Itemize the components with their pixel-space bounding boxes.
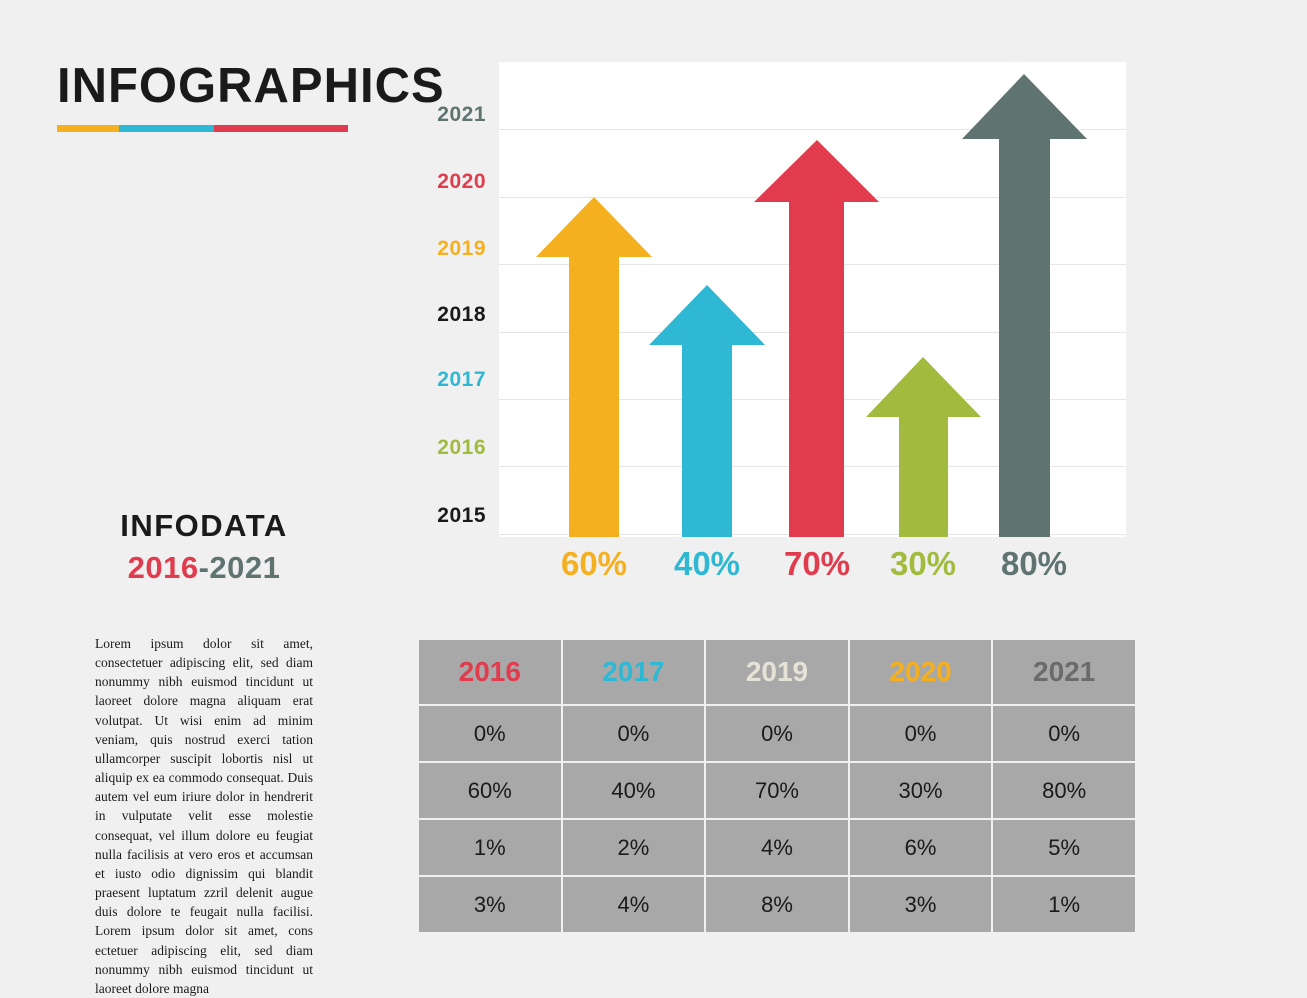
- table-cell: 4%: [705, 819, 849, 876]
- table-cell: 3%: [849, 876, 993, 933]
- infodata-year-range: [57, 550, 351, 586]
- value-label-2020: 30%: [889, 545, 957, 582]
- table-cell: 0%: [992, 705, 1136, 762]
- infodata-title: INFODATA: [120, 508, 288, 543]
- table-cell: 6%: [849, 819, 993, 876]
- body-paragraph: Lorem ipsum dolor sit amet, consectetuer adipiscing elit, sed diam nonummy nibh euismod tincidunt ut laoreet dolore magna aliquam erat volutpat. Ut wisi enim ad minim veniam, quis nostrud exerci tation ullamcorper suscipit lobortis nisl ut aliquip ex ea commodo consequat. Duis autem vel eum iriure dolor in hendrerit in vulputate velit esse molestie consequat, vel illum dolore eu feugiat nulla facilisis at vero eros et accumsan et iusto odio dignissim qui blandit praesent luptatum zzril delenit augue duis dolore te feugait nulla facilisi. Lorem ipsum dolor sit amet, cons ectetuer adipiscing elit, sed diam nonummy nibh euismod tincidunt ut laoreet dolore magna: [95, 636, 313, 996]
- table-cell: 2%: [562, 819, 706, 876]
- table-row: [418, 705, 1136, 762]
- table-header-cell: 2017: [562, 639, 706, 705]
- chart-plot-area: [499, 62, 1126, 537]
- data-table: [417, 638, 1137, 934]
- underline-segment-cyan: [119, 125, 214, 132]
- table-cell: 40%: [562, 762, 706, 819]
- arrow-bars: [499, 62, 1126, 537]
- underline-segment-red: [214, 125, 348, 132]
- table-row: [418, 876, 1136, 933]
- table-cell: 8%: [705, 876, 849, 933]
- table-cell: 4%: [562, 876, 706, 933]
- table-cell: 5%: [992, 819, 1136, 876]
- value-label-2021: 80%: [1000, 545, 1068, 582]
- y-axis-label: 2019: [437, 237, 486, 260]
- year-range-dash: -: [198, 550, 210, 585]
- arrow-bar-2020: [866, 357, 981, 537]
- table-cell: 0%: [705, 705, 849, 762]
- year-range-to: 2021: [209, 550, 281, 585]
- y-axis-label: 2018: [437, 303, 486, 326]
- chart-y-axis: [418, 62, 486, 537]
- table-cell: 30%: [849, 762, 993, 819]
- chart-value-labels: [499, 545, 1126, 597]
- table-header-cell: 2020: [849, 639, 993, 705]
- year-range-from: 2016: [127, 550, 199, 585]
- table-cell: 0%: [562, 705, 706, 762]
- title-underline: [57, 125, 348, 132]
- table-cell: 70%: [705, 762, 849, 819]
- value-label-2019: 70%: [783, 545, 851, 582]
- table-cell: 1%: [418, 819, 562, 876]
- arrow-bar-2016: [536, 197, 652, 537]
- y-axis-label: 2017: [437, 368, 486, 391]
- value-label-2016: 60%: [560, 545, 628, 582]
- table-cell: 60%: [418, 762, 562, 819]
- arrow-bar-2019: [754, 140, 879, 537]
- table-header-cell: 2021: [992, 639, 1136, 705]
- value-label-2017: 40%: [673, 545, 741, 582]
- underline-segment-yellow: [57, 125, 119, 132]
- table-header-cell: 2019: [705, 639, 849, 705]
- table-cell: 0%: [849, 705, 993, 762]
- y-axis-label: 2015: [437, 504, 486, 527]
- infodata-block: [57, 508, 351, 586]
- table-cell: 3%: [418, 876, 562, 933]
- table-cell: 1%: [992, 876, 1136, 933]
- arrow-bar-2017: [649, 285, 765, 537]
- title-block: [57, 59, 445, 132]
- page-title: INFOGRAPHICS: [57, 59, 445, 113]
- table-header-cell: 2016: [418, 639, 562, 705]
- table-cell: 80%: [992, 762, 1136, 819]
- table-row: [418, 762, 1136, 819]
- table-header-row: [418, 639, 1136, 705]
- arrow-bar-2021: [962, 74, 1087, 537]
- y-axis-label: 2020: [437, 170, 486, 193]
- table-cell: 0%: [418, 705, 562, 762]
- y-axis-label: 2021: [437, 103, 486, 126]
- y-axis-label: 2016: [437, 436, 486, 459]
- table-row: [418, 819, 1136, 876]
